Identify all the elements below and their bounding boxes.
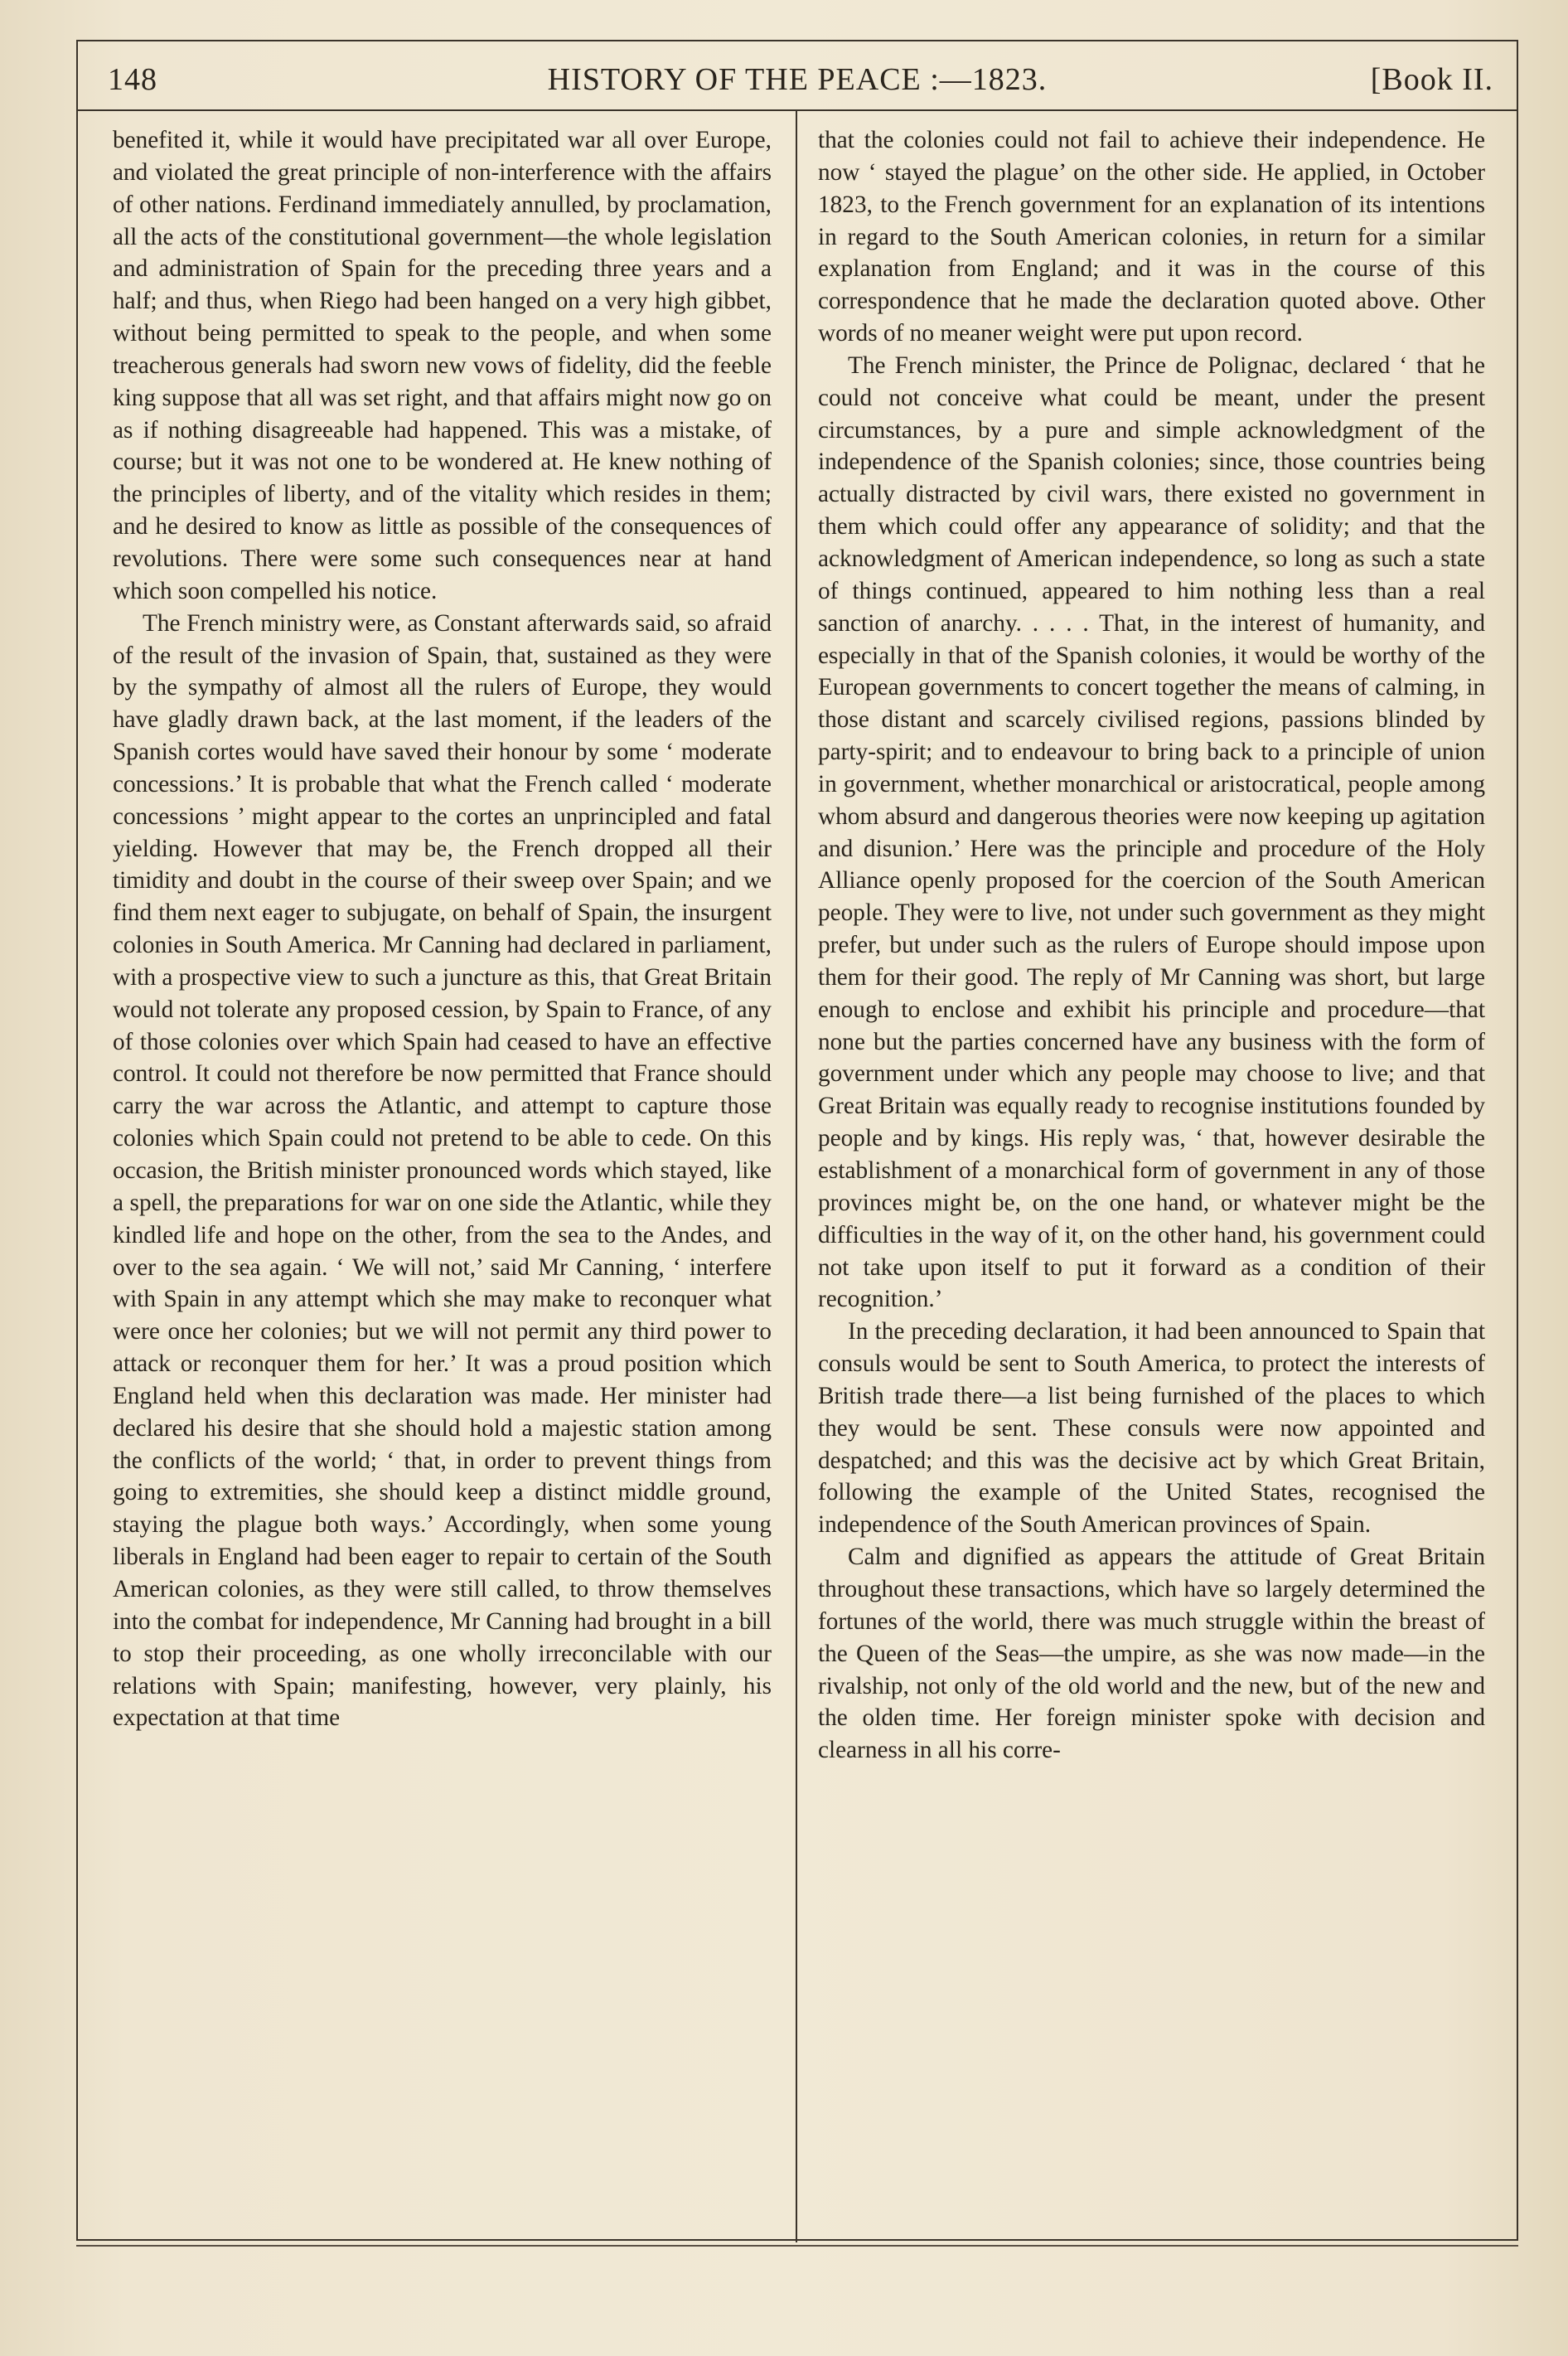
paragraph-continued: benefited it, while it would have precipitated war all over Europe, and violated the great principle of non-interference with the affairs of other nations. Ferdinand immediately annulled, by proclamation, all the acts of the constitutional government—the whole legislation and administration of Spain for the preceding three years and a half; and thus, when Riego had been hanged on a very high gibbet, without being permitted to speak to the people, and when some treacherous generals had sworn new vows of fidelity, did the feeble king suppose that all was set right, and that affairs might now go on as if nothing disagreeable had happened. This was a mistake, of course; but it was not one to be wondered at. He knew nothing of the principles of liberty, and of the vitality which resides in them; and he desired to know as little as possible of the consequences of revolutions. There were some such consequences near at hand which soon compelled his notice. xyxy=(113,127,772,604)
paragraph: The French minister, the Prince de Polignac, declared ‘ that he could not conceive what could be meant, under the present circumstances, by a pure and simple acknowledgment of the independence of the Spanish colonies; since, those countries being actually distracted by civil wars, there existed no government in them which could offer any appearance of solidity; and that the acknowledgment of American independence, so long as such a state of things continued, appeared to him nothing less than a real sanction of anarchy. . . . . That, in the interest of humanity, and especially in that of the Spanish colonies, it would be worthy of the European governments to concert together the means of calming, in those distant and scarcely civilised regions, passions blinded by party-spirit; and to endeavour to bring back to a principle of union in government, whether monarchical or aristocratical, people among whom absurd and dangerous theories were now keeping up agitation and disunion.’ Here was the principle and procedure of the Holy Alliance openly proposed for the coercion of the South American people. They were to live, not under such government as they might prefer, but under such as the rulers of Europe should impose upon them for their good. The reply of Mr Canning was short, but large enough to enclose and exhibit his principle and procedure—that none but the parties concerned have any business with the form of government under which any people may choose to live; and that Great Britain was equally ready to recognise institutions founded by people and by kings. His reply was, ‘ that, however desirable the establishment of a monarchical form of government in any of those provinces might be, on the one hand, or whatever might be the difficulties in the way of it, on the other hand, his government could not take upon itself to put it forward as a condition of their recognition.’ xyxy=(818,351,1485,1313)
paragraph-continued: that the colonies could not fail to achieve their independence. He now ‘ stayed the plague’ on the other side. He applied, in October 1823, to the French government for an explanation of its intentions in regard to the South American colonies, in return for a similar explanation from England; and it was in the course of this correspondence that he made the declaration quoted above. Other words of no meaner weight were put upon record. xyxy=(818,127,1485,347)
page-frame xyxy=(76,40,1518,2241)
column-divider xyxy=(796,109,797,2242)
bottom-rule xyxy=(76,2245,1518,2247)
right-column xyxy=(818,124,1485,2213)
book-reference: [Book II. xyxy=(1370,62,1493,97)
running-title: HISTORY OF THE PEACE :—1823. xyxy=(547,62,1048,97)
paragraph: The French ministry were, as Constant afterwards said, so afraid of the result of the invasion of Spain, that, sustained as they were by the sympathy of almost all the rulers of Europe, they would have gladly drawn back, at the last moment, if the leaders of the Spanish cortes would have saved their honour by some ‘ moderate concessions.’ It is probable that what the French called ‘ moderate concessions ’ might appear to the cortes an unprincipled and fatal yielding. However that may be, the French dropped all their timidity and doubt in the course of their sweep over Spain; and we find them next eager to subjugate, on behalf of Spain, the insurgent colonies in South America. Mr Canning had declared in parliament, with a prospective view to such a juncture as this, that Great Britain would not tolerate any proposed cession, by Spain to France, of any of those colonies over which Spain had ceased to have an effective control. It could not therefore be now permitted that France should carry the war across the Atlantic, and attempt to capture those colonies which Spain could not pretend to be able to cede. On this occasion, the British minister pronounced words which stayed, like a spell, the preparations for war on one side the Atlantic, while they kindled life and hope on the other, from the sea to the Andes, and over to the sea again. ‘ We will not,’ said Mr Canning, ‘ interfere with Spain in any attempt which she may make to reconquer what were once her colonies; but we will not permit any third power to attack or reconquer them for her.’ It was a proud position which England held when this declaration was made. Her minister had declared his desire that she should hold a majestic station among the conflicts of the world; ‘ that, in order to prevent things from going to extremities, she should keep a distinct middle ground, staying the plague both ways.’ Accordingly, when some young liberals in England had been eager to repair to certain of the South American colonies, as they were still called, to throw themselves into the combat for independence, Mr Canning had brought in a bill to stop their proceeding, as one wholly irreconcilable with our relations with Spain; manifesting, however, very plainly, his expectation at that time xyxy=(113,609,772,1732)
left-column xyxy=(113,124,772,2213)
page-number: 148 xyxy=(108,62,157,97)
paragraph: Calm and dignified as appears the attitude of Great Britain throughout these transactions, which have so largely determined the fortunes of the world, there was much struggle within the breast of the Queen of the Seas—the umpire, as she was now made—in the rivalship, not only of the old world and the new, but of the new and the olden time. Her foreign minister spoke with decision and clearness in all his corre- xyxy=(818,1544,1485,1764)
running-header xyxy=(78,41,1517,111)
paragraph: In the preceding declaration, it had been announced to Spain that consuls would be sent to South America, to protect the interests of British trade there—a list being furnished of the places to which they would be sent. These consuls were now appointed and despatched; and this was the decisive act by which Great Britain, following the example of the United States, recognised the independence of the South American provinces of Spain. xyxy=(818,1318,1485,1539)
